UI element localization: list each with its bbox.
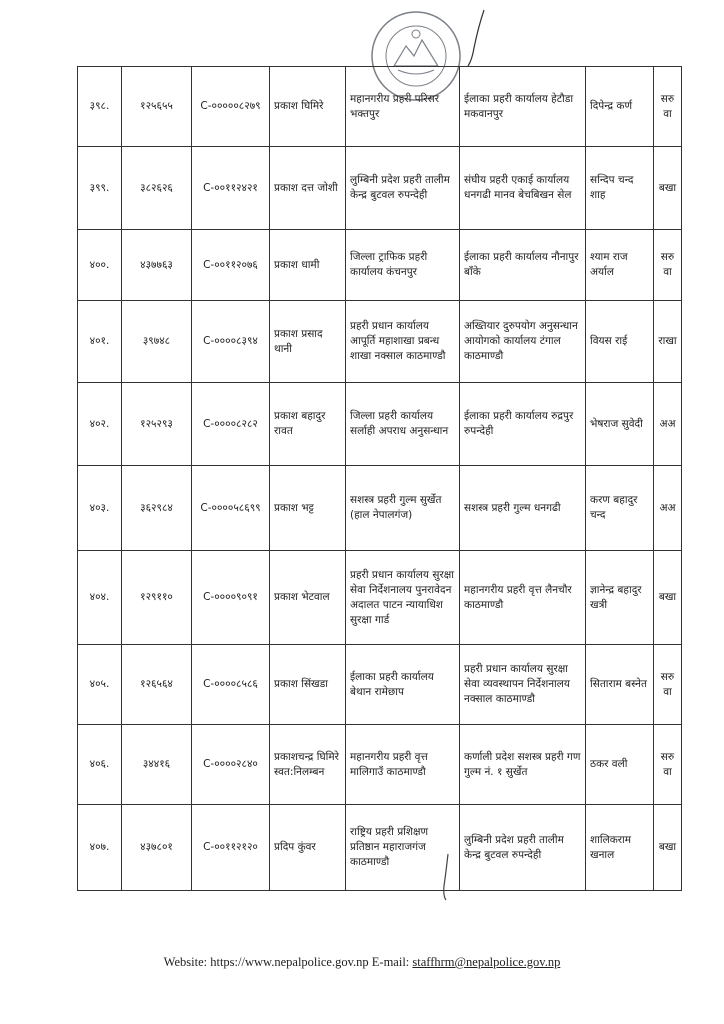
- new-office: ईलाका प्रहरी कार्यालय नौनापुर बाँके: [460, 230, 586, 301]
- employee-number: ४३७७६३: [122, 230, 192, 301]
- website-text: Website: https://www.nepalpolice.gov.np E-mail:: [163, 955, 410, 969]
- transfer-status: सरुवा: [654, 725, 682, 805]
- approver-name: शालिकराम खनाल: [586, 805, 654, 891]
- serial-number: ३९९.: [78, 147, 122, 230]
- table-row: [78, 805, 682, 891]
- employee-code: C-००००५८६९९: [192, 466, 270, 551]
- table-row: [78, 230, 682, 301]
- serial-number: ४०७.: [78, 805, 122, 891]
- current-office: महानगरीय प्रहरी वृत्त मालिगाउँ काठमाण्डौ: [346, 725, 460, 805]
- new-office: ईलाका प्रहरी कार्यालय हेटौडा मकवानपुर: [460, 67, 586, 147]
- current-office: सशस्त्र प्रहरी गुल्म सुर्खेत (हाल नेपालगंज): [346, 466, 460, 551]
- employee-name: प्रकाश भट्ट: [270, 466, 346, 551]
- employee-name: प्रकाश बहादुर रावत: [270, 383, 346, 466]
- employee-name: प्रकाश भेटवाल: [270, 551, 346, 645]
- serial-number: ३९८.: [78, 67, 122, 147]
- table-row: [78, 725, 682, 805]
- current-office: जिल्ला प्रहरी कार्यालय सर्लाही अपराध अनुसन्धान: [346, 383, 460, 466]
- current-office: प्रहरी प्रधान कार्यालय आपूर्ति महाशाखा प्रबन्ध शाखा नक्साल काठमाण्डौ: [346, 301, 460, 383]
- employee-code: C-००११२१२०: [192, 805, 270, 891]
- email-link[interactable]: staffhrm@nepalpolice.gov.np: [412, 955, 561, 969]
- employee-code: C-००११२४२१: [192, 147, 270, 230]
- serial-number: ४०२.: [78, 383, 122, 466]
- employee-name: प्रकाश दत्त जोशी: [270, 147, 346, 230]
- current-office: प्रहरी प्रधान कार्यालय सुरक्षा सेवा निर्देशनालय पुनरावेदन अदालत पाटन न्यायाधिश सुरक्षा गार्ड: [346, 551, 460, 645]
- approver-name: सन्दिप चन्द शाह: [586, 147, 654, 230]
- employee-number: ३८२६२६: [122, 147, 192, 230]
- employee-code: C-००००८५८६: [192, 645, 270, 725]
- approver-name: भेषराज सुवेदी: [586, 383, 654, 466]
- signature-mark: [462, 8, 492, 68]
- current-office: महानगरीय प्रहरी परिसर भक्तपुर: [346, 67, 460, 147]
- new-office: कर्णाली प्रदेश सशस्त्र प्रहरी गण गुल्म नं. १ सुर्खेत: [460, 725, 586, 805]
- employee-number: ३४४१६: [122, 725, 192, 805]
- employee-name: प्रकाश प्रसाद थानी: [270, 301, 346, 383]
- personnel-transfer-table: [77, 66, 682, 891]
- employee-number: ३६२९८४: [122, 466, 192, 551]
- transfer-status: सरुवा: [654, 67, 682, 147]
- transfer-status: बखा: [654, 805, 682, 891]
- approver-name: ज्ञानेन्द्र बहादुर खत्री: [586, 551, 654, 645]
- employee-name: प्रकाश धामी: [270, 230, 346, 301]
- current-office: ईलाका प्रहरी कार्यालय बेथान रामेछाप: [346, 645, 460, 725]
- approver-name: श्याम राज अर्याल: [586, 230, 654, 301]
- approver-name: दिपेन्द्र कर्ण: [586, 67, 654, 147]
- serial-number: ४०१.: [78, 301, 122, 383]
- transfer-status: बखा: [654, 147, 682, 230]
- approver-name: करण बहादुर चन्द: [586, 466, 654, 551]
- table-row: [78, 466, 682, 551]
- new-office: लुम्बिनी प्रदेश प्रहरी तालीम केन्द्र बुटवल रुपन्देही: [460, 805, 586, 891]
- new-office: प्रहरी प्रधान कार्यालय सुरक्षा सेवा व्यवस्थापन निर्देशनालय नक्साल काठमाण्डौ: [460, 645, 586, 725]
- page-footer: [0, 955, 724, 970]
- employee-number: १२६५६४: [122, 645, 192, 725]
- table-row: [78, 147, 682, 230]
- new-office: ईलाका प्रहरी कार्यालय रुद्रपुर रुपन्देही: [460, 383, 586, 466]
- serial-number: ४००.: [78, 230, 122, 301]
- serial-number: ४०३.: [78, 466, 122, 551]
- employee-code: C-००००२८४०: [192, 725, 270, 805]
- transfer-status: अअ: [654, 383, 682, 466]
- transfer-status: बखा: [654, 551, 682, 645]
- employee-code: C-००११२०७६: [192, 230, 270, 301]
- current-office: राष्ट्रिय प्रहरी प्रशिक्षण प्रतिष्ठान महाराजगंज काठमाण्डौ: [346, 805, 460, 891]
- new-office: महानगरीय प्रहरी वृत्त लैनचौर काठमाण्डौ: [460, 551, 586, 645]
- employee-code: C-००००८३९४: [192, 301, 270, 383]
- table-row: [78, 551, 682, 645]
- employee-name: प्रकाश सिंखडा: [270, 645, 346, 725]
- table-row: [78, 301, 682, 383]
- employee-name: प्रकाशचन्द्र घिमिरे स्वत:निलम्बन: [270, 725, 346, 805]
- current-office: लुम्बिनी प्रदेश प्रहरी तालीम केन्द्र बुटवल रुपन्देही: [346, 147, 460, 230]
- new-office: संघीय प्रहरी एकाई कार्यालय धनगढी मानव बेचबिखन सेल: [460, 147, 586, 230]
- new-office: सशस्त्र प्रहरी गुल्म धनगढी: [460, 466, 586, 551]
- serial-number: ४०६.: [78, 725, 122, 805]
- employee-number: १२५६५५: [122, 67, 192, 147]
- current-office: जिल्ला ट्राफिक प्रहरी कार्यालय कंचनपुर: [346, 230, 460, 301]
- new-office: अख्तियार दुरुपयोग अनुसन्धान आयोगको कार्यालय टंगाल काठमाण्डौ: [460, 301, 586, 383]
- transfer-status: सरुवा: [654, 645, 682, 725]
- employee-name: प्रकाश घिमिरे: [270, 67, 346, 147]
- transfer-status: राखा: [654, 301, 682, 383]
- employee-code: C-००००९०९१: [192, 551, 270, 645]
- approver-name: वियस राई: [586, 301, 654, 383]
- approver-name: ठकर वली: [586, 725, 654, 805]
- serial-number: ४०४.: [78, 551, 122, 645]
- employee-code: C-०००००८२७९: [192, 67, 270, 147]
- employee-number: १२५२९३: [122, 383, 192, 466]
- employee-number: १२९११०: [122, 551, 192, 645]
- table-row: [78, 67, 682, 147]
- transfer-status: सरुवा: [654, 230, 682, 301]
- employee-number: ४३७८०१: [122, 805, 192, 891]
- employee-name: प्रदिप कुंवर: [270, 805, 346, 891]
- employee-number: ३९७४८: [122, 301, 192, 383]
- employee-code: C-००००८२८२: [192, 383, 270, 466]
- serial-number: ४०५.: [78, 645, 122, 725]
- table-row: [78, 645, 682, 725]
- approver-name: सिताराम बस्नेत: [586, 645, 654, 725]
- transfer-status: अअ: [654, 466, 682, 551]
- table-row: [78, 383, 682, 466]
